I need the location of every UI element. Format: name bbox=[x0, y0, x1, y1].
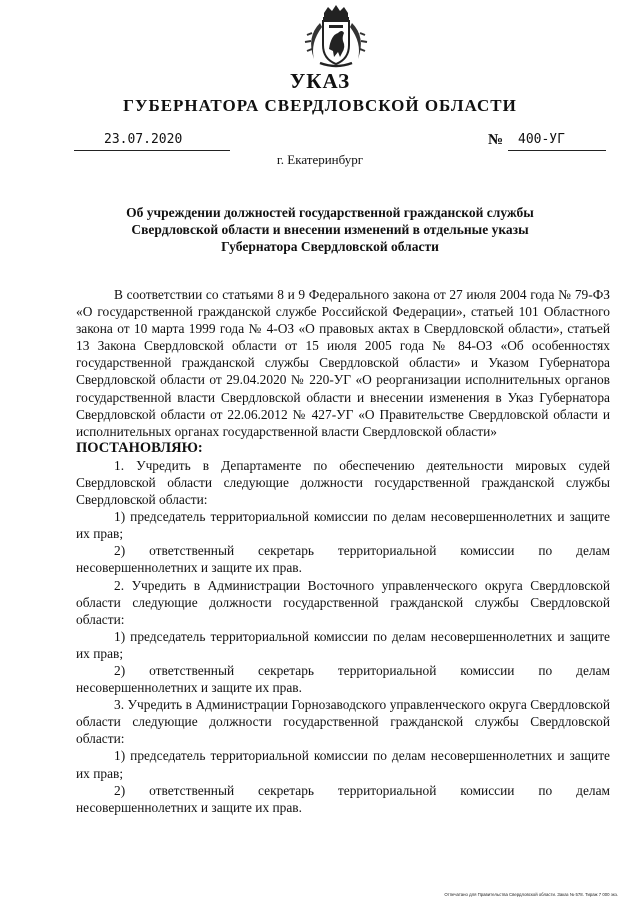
decree-body bbox=[76, 286, 610, 816]
list-item: 2) ответственный секретарь территориальной комиссии по делам несовершеннолетних и защите их прав. bbox=[76, 543, 610, 576]
list-item: 3. Учредить в Администрации Горнозаводского управленческого округа Свердловской области следующие должности государственной гражданской службы Свердловской области: bbox=[76, 697, 610, 747]
list-item: 1) председатель территориальной комиссии по делам несовершеннолетних и защите их прав; bbox=[76, 748, 610, 781]
number-value: 400-УГ bbox=[518, 132, 565, 147]
list-item: 1) председатель территориальной комиссии по делам несовершеннолетних и защите их прав; bbox=[76, 509, 610, 542]
coat-of-arms-emblem bbox=[296, 3, 376, 69]
number-sign: № bbox=[488, 132, 504, 148]
preamble: В соответствии со статьями 8 и 9 Федерального закона от 27 июля 2004 года № 79-ФЗ «О государственной гражданской службе Российской Федерации», статьей 101 Областного закона от 10 марта 1999 года № 4-ОЗ «О правовых актах в Свердловской области», статьей 13 Закона Свердловской области от 15 июля 2005 года № 84-ОЗ «Об особенностях государственной гражданской службы Свердловской области» и Указом Губернатора Свердловской области от 29.04.2020 № 220-УГ «О реорганизации исполнительных органов государственной власти Свердловской области и внесении изменения в Указ Губернатора Свердловской области от 22.06.2012 № 427-УГ «О Правительстве Свердловской области и исполнительных органах государственной власти Свердловской области» bbox=[76, 287, 610, 439]
list-item: 2. Учредить в Администрации Восточного управленческого округа Свердловской области следующие должности государственной гражданской службы Свердловской области: bbox=[76, 577, 610, 627]
list-item: 1) председатель территориальной комиссии по делам несовершеннолетних и защите их прав; bbox=[76, 628, 610, 661]
list-item: 1. Учредить в Департаменте по обеспечению деятельности мировых судей Свердловской области следующие должности государственной гражданской службы Свердловской области: bbox=[76, 457, 610, 508]
document-title: УКАЗ bbox=[289, 69, 351, 93]
date-value: 23.07.2020 bbox=[104, 132, 183, 147]
decree-word: ПОСТАНОВЛЯЮ: bbox=[76, 439, 203, 456]
list-item: 2) ответственный секретарь территориальной комиссии по делам несовершеннолетних и защите их прав. bbox=[76, 662, 610, 696]
decree-heading: Об учреждении должностей государственной гражданской службы Свердловской области и внесении изменений в отдельные указы Губернатора Свердловской области bbox=[126, 205, 534, 254]
date-field bbox=[74, 130, 230, 151]
document-subtitle: ГУБЕРНАТОРА СВЕРДЛОВСКОЙ ОБЛАСТИ bbox=[123, 96, 517, 115]
print-footer: Отпечатано для Правительства Свердловской области. Заказ № 578. Тираж 7 000 экз. bbox=[444, 892, 618, 897]
city: г. Екатеринбург bbox=[276, 152, 364, 167]
number-field bbox=[508, 130, 606, 151]
list-item: 2) ответственный секретарь территориальной комиссии по делам несовершеннолетних и защите их прав. bbox=[76, 782, 610, 815]
